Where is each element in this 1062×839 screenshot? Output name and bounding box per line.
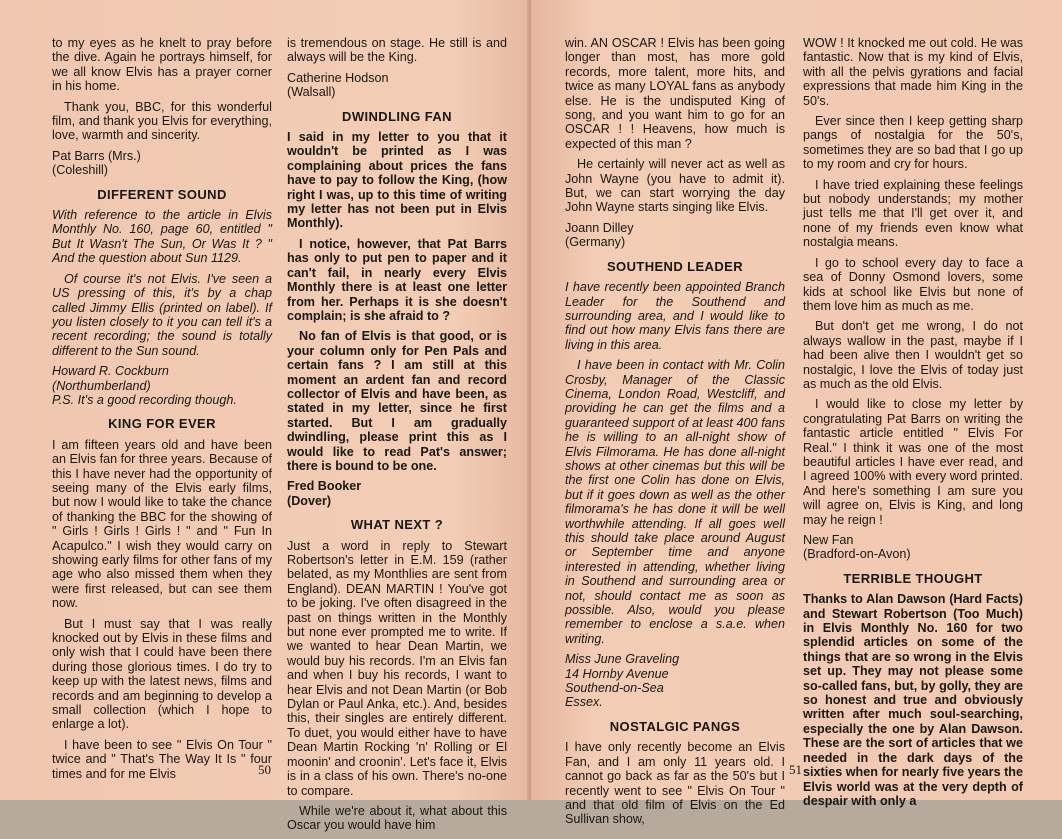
paragraph: I have been in contact with Mr. Colin Crosby, Manager of the Classic Cinema, London Road, Westcliff, and providing he can get the films and a guaranteed support of at least 400 fans he is willing to an all-night show of Elvis Filmorama. He has done all-night shows at other cinemas but this will be the first one Colin has done on Elvis, but if it goes down as well as the other filmorama's he has done it will be well worthwhile attending. If all goes well this should take place around August or September time and anyone interested in attending, whether living in Southend and surrounding area or not, should contact me as soon as possible. Also, would you please remember to enclose a s.a.e. when writing.: [565, 358, 785, 646]
signature: Fred Booker (Dover): [287, 479, 362, 508]
paragraph: to my eyes as he knelt to pray before the dive. Again he portrays himself, for we all know Elvis has a prayer corner in his home.: [52, 36, 272, 94]
paragraph: WOW ! It knocked me out cold. He was fantastic. Now that is my kind of Elvis, with all the pelvis gyrations and facial expressions that made him King in the 50's.: [803, 36, 1023, 108]
signature: New Fan (Bradford-on-Avon): [803, 533, 911, 562]
right-column-2: [803, 36, 1023, 814]
signature: Joann Dilley (Germany): [565, 220, 634, 250]
paragraph: While we're about it, what about this Oscar you would have him: [287, 803, 507, 833]
paragraph: is tremendous on stage. He still is and always will be the King.: [287, 36, 507, 65]
paragraph: Ever since then I keep getting sharp pangs of nostalgia for the 50's, sometimes they are so bad that I go up to my room and cry for hours.: [803, 114, 1023, 172]
right-column-1: [565, 36, 785, 833]
paragraph: I have only recently become an Elvis Fan, and I am only 11 years old. I cannot go back as far as the 50's but I recently went to see " Elvis On Tour " and that old film of Elvis on the Ed Sullivan show,: [565, 740, 785, 827]
paragraph: Thank you, BBC, for this wonderful film, and thank you Elvis for everything, love, warmth and sincerity.: [52, 99, 272, 143]
page-number-right: 51: [789, 762, 802, 777]
paragraph: I am fifteen years old and have been an Elvis fan for three years. Because of this I have never had the opportunity of seeing many of the Elvis early films, but now I would like to take the chance of thanking the BBC for the showing of " Girls ! Girls ! Girls ! " and " Fun In Acapulco." I wish they would carry on showing early films for other fans of my age who also missed them when they were first released, but can see them now.: [52, 437, 272, 611]
paragraph: I have recently been appointed Branch Leader for the Southend and surrounding area, and I would like to find out how many Elvis fans there are living in this area.: [565, 280, 785, 352]
paragraph: He certainly will never act as well as John Wayne (you have to admit it). But, we can start worrying the day John Wayne starts singing like Elvis.: [565, 157, 785, 215]
paragraph: With reference to the article in Elvis Monthly No. 160, page 60, entitled " But It Wasn't The Sun, Or Was It ? " And the question about Sun 1129.: [52, 208, 272, 266]
heading-dwindling-fan: DWINDLING FAN: [342, 108, 452, 124]
paragraph: No fan of Elvis is that good, or is your column only for Pen Pals and certain fans ? I am still at this moment an ardent fan and record collector of Elvis and have been, as stated in my letter, since he first started. But I am gradually dwindling, please print this as I would like to read Pat's answer; there is bound to be one.: [287, 329, 507, 473]
heading-nostalgic-pangs: NOSTALGIC PANGS: [609, 718, 741, 734]
left-page: [0, 0, 531, 833]
heading-different-sound: DIFFERENT SOUND: [97, 186, 227, 202]
signature: Pat Barrs (Mrs.) (Coleshill): [52, 148, 141, 178]
right-page: [531, 0, 1062, 827]
paragraph: I have been to see " Elvis On Tour " twice and " That's The Way It Is " four times and for me Elvis: [52, 737, 272, 781]
paragraph: But don't get me wrong, I do not always wallow in the past, maybe if I had been alive then I wouldn't get so nostalgic, I love the Elvis of today just as much as the old Elvis.: [803, 319, 1023, 391]
page-number-left: 50: [258, 762, 271, 777]
paragraph: I notice, however, that Pat Barrs has only to put pen to paper and it can't fail, in nearly every Elvis Monthly there is at least one letter from her. Perhaps it is she doesn't complain; is she afraid to ?: [287, 236, 507, 323]
paragraph: I go to school every day to face a sea of Donny Osmond lovers, some kids at school like Elvis but none of them love him as much as me.: [803, 255, 1023, 313]
heading-king-for-ever: KING FOR EVER: [108, 416, 216, 432]
paragraph: But I must say that I was really knocked out by Elvis in these films and only wish that I could have been there during those glorious times. I do try to keep up with the latest news, films and records and am beginning to develop a small collection (which I hope to enlarge a lot).: [52, 616, 272, 732]
heading-terrible-thought: TERRIBLE THOUGHT: [843, 570, 983, 586]
left-column-1: [52, 36, 272, 787]
heading-what-next: WHAT NEXT ?: [350, 517, 444, 533]
paragraph: Thanks to Alan Dawson (Hard Facts) and Stewart Robertson (Too Much) in Elvis Monthly No. 160 for two splendid articles on some of the things that are so wrong in the Elvis set up. They may not please some so-called fans, but, by golly, they are so honest and true and obviously written after much soul-searching, especially the one by Alan Dawson. These are the sort of articles that we needed in the dark days of the sixties when for nearly five years the Elvis world was at the very depth of despair with only a: [803, 592, 1023, 808]
left-column-2: [287, 36, 507, 839]
signature: Catherine Hodson (Walsall): [287, 70, 389, 100]
paragraph: I said in my letter to you that it wouldn't be printed as I was complaining about prices the fans have to pay to follow the King, (how right I was, up to this time of writing my letter has not been put in Elvis Monthly).: [287, 130, 507, 231]
paragraph: win. AN OSCAR ! Elvis has been going longer than most, has more gold records, more talent, more hits, and twice as many LOYAL fans as anybody else. He is the undisputed King of song, and you want him to go for an OSCAR ! ! Heavens, how much is expected of this man ?: [565, 36, 785, 151]
paragraph: I would like to close my letter by congratulating Pat Barrs on writing the fantastic article entitled " Elvis For Real." I think it was one of the most beautiful articles I have ever read, and I agreed 100% with every word printed. And here's something I am sure you will agree on, Elvis is King, and long may he reign !: [803, 397, 1023, 527]
address: Miss June Graveling 14 Hornby Avenue Southend-on-Sea Essex.: [565, 652, 680, 710]
paragraph: I have tried explaining these feelings but nobody understands; my mother just tells me that I'll get over it, and none of my friends even know what nostalgia means.: [803, 177, 1023, 250]
signature: Howard R. Cockburn (Northumberland) P.S. It's a good recording though.: [52, 364, 237, 407]
paragraph: Of course it's not Elvis. I've seen a US pressing of this, it's by a chap called Jimmy Ellis (printed on label). If you listen closely to it you can tell it's a recent recording; the sound is totally different to the Sun sound.: [52, 271, 272, 358]
paragraph: Just a word in reply to Stewart Robertson's letter in E.M. 159 (rather belated, as my Monthlies are sent from England). DEAN MARTIN ! You've got to be joking. I've often disagreed in the past on things written in the Monthly but none ever prompted me to write. If we wanted to hear Dean Martin, we would buy his records. I'm an Elvis fan and when I buy his records, I want to hear Elvis and not Dean Martin (or Bob Dylan or Paul Anka, etc.). And, besides this, their singles are entirely different. To duet, you would either have to have Dean Martin Rocking 'n' Rolling or El moonin' and croonin'. Let's face it, Elvis is in a class of his own. There's no-one to compare.: [287, 538, 507, 798]
heading-southend-leader: SOUTHEND LEADER: [606, 258, 743, 274]
